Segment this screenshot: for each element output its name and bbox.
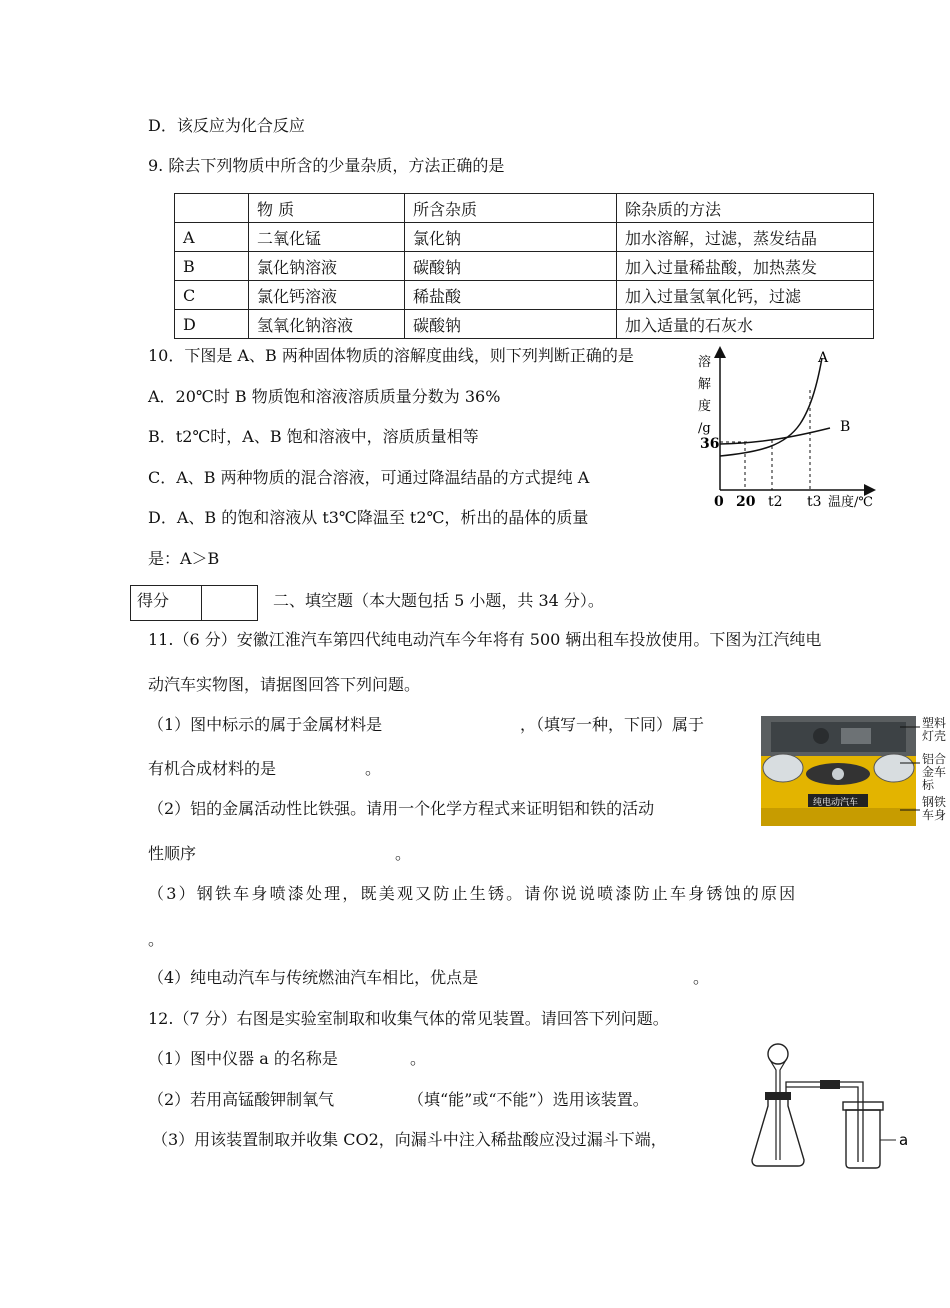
table-cell: 氯化钠: [405, 223, 617, 252]
table-cell: 碳酸钠: [405, 310, 617, 339]
table-cell: D: [175, 310, 249, 339]
y-axis-label: 溶解度/g: [698, 355, 712, 436]
q12-part2-b: （填“能”或“不能”）选用该装置。: [408, 1090, 649, 1109]
table-cell: 二氧化锰: [249, 223, 405, 252]
license-plate: 纯电动汽车: [813, 798, 859, 808]
table-cell: C: [175, 281, 249, 310]
option-c: C．A、B 两种物质的混合溶液，可通过降温结晶的方式提纯 A: [148, 468, 590, 487]
table-cell: 物 质: [249, 194, 405, 223]
option-d-continued: 是：A＞B: [148, 549, 220, 568]
table-header-row: [175, 194, 874, 223]
q11-part3: （3）钢铁车身喷漆处理，既美观又防止生锈。请你说说喷漆防止车身锈蚀的原因: [148, 884, 798, 903]
q12-part1-b: 。: [410, 1049, 427, 1068]
series-b-label: B: [840, 419, 851, 435]
car-label-plastic: 塑料灯壳: [922, 716, 947, 743]
car-label-lines: [900, 715, 920, 830]
origin-label: 0: [714, 494, 724, 510]
q11-part3-b: 。: [148, 930, 165, 949]
x-tick-t2: t2: [768, 494, 783, 510]
section-title: 二、填空题（本大题包括 5 小题，共 34 分）。: [273, 591, 604, 610]
option-b: B．t2℃时，A、B 饱和溶液中，溶质质量相等: [148, 427, 479, 446]
series-a-label: A: [818, 350, 829, 366]
table-cell: 所含杂质: [405, 194, 617, 223]
q11-part1-d: 。: [365, 759, 382, 778]
table-cell: 加入过量氢氧化钙，过滤: [617, 281, 874, 310]
question-9: 9. 除去下列物质中所含的少量杂质，方法正确的是: [148, 156, 505, 175]
score-box: [130, 585, 258, 621]
score-label: 得分: [131, 586, 202, 620]
y-tick-36: 36: [700, 436, 720, 452]
car-photo: [761, 716, 916, 826]
x-axis-label: 温度/℃: [828, 495, 873, 510]
solubility-chart: [690, 340, 890, 515]
x-tick-20: 20: [736, 494, 756, 510]
car-label-steel: 钢铁车身: [922, 795, 947, 822]
series-a-curve: [720, 358, 822, 456]
table-row: [175, 252, 874, 281]
gas-apparatus: [748, 1040, 918, 1170]
table-cell: 加入适量的石灰水: [617, 310, 874, 339]
impurity-table: [174, 193, 874, 339]
table-cell: 氯化钠溶液: [249, 252, 405, 281]
table-cell: 碳酸钠: [405, 252, 617, 281]
q11-part1-b: ，（填写一种，下同）属于: [520, 715, 705, 734]
table-cell: 加水溶解，过滤，蒸发结晶: [617, 223, 874, 252]
table-cell: A: [175, 223, 249, 252]
table-row: [175, 223, 874, 252]
question-10: 10．下图是 A、B 两种固体物质的溶解度曲线，则下列判断正确的是: [148, 346, 634, 365]
series-b-curve: [720, 428, 830, 444]
table-cell: [175, 194, 249, 223]
q11-part2-c: 。: [395, 844, 412, 863]
q11-part1: （1）图中标示的属于金属材料是: [148, 715, 383, 734]
q11-part4-b: 。: [693, 968, 710, 987]
table-cell: 除杂质的方法: [617, 194, 874, 223]
table-cell: 氢氧化钠溶液: [249, 310, 405, 339]
q11-part2: （2）铝的金属活动性比铁强。请用一个化学方程式来证明铝和铁的活动: [148, 799, 655, 818]
q12-part3: （3）用该装置制取并收集 CO2，向漏斗中注入稀盐酸应没过漏斗下端，: [152, 1130, 667, 1149]
q12-part1: （1）图中仪器 a 的名称是: [148, 1049, 338, 1068]
q11-part1-c: 有机合成材料的是: [148, 759, 277, 778]
table-cell: 氯化钙溶液: [249, 281, 405, 310]
label-a: a: [899, 1131, 909, 1149]
question-12: 12.（7 分）右图是实验室制取和收集气体的常见装置。请回答下列问题。: [148, 1009, 669, 1028]
car-label-alloy: 铝合金车标: [922, 752, 947, 792]
table-row: [175, 310, 874, 339]
conical-flask: [752, 1096, 804, 1166]
x-tick-t3: t3: [807, 494, 822, 510]
q11-part4: （4）纯电动汽车与传统燃油汽车相比，优点是: [148, 968, 479, 987]
table-cell: 稀盐酸: [405, 281, 617, 310]
table-row: [175, 281, 874, 310]
table-cell: B: [175, 252, 249, 281]
option-d: D．该反应为化合反应: [148, 116, 305, 135]
question-11: 11.（6 分）安徽江淮汽车第四代纯电动汽车今年将有 500 辆出租车投放使用。下图为江汽纯电: [148, 630, 822, 649]
q12-part2: （2）若用高锰酸钾制氧气: [148, 1090, 335, 1109]
question-11-continued: 动汽车实物图，请据图回答下列问题。: [148, 675, 421, 694]
option-d: D．A、B 的饱和溶液从 t3℃降温至 t2℃，析出的晶体的质量: [148, 508, 589, 527]
option-a: A．20℃时 B 物质饱和溶液溶质质量分数为 36%: [148, 387, 501, 406]
table-cell: 加入过量稀盐酸，加热蒸发: [617, 252, 874, 281]
q11-part2-b: 性顺序: [148, 844, 197, 863]
